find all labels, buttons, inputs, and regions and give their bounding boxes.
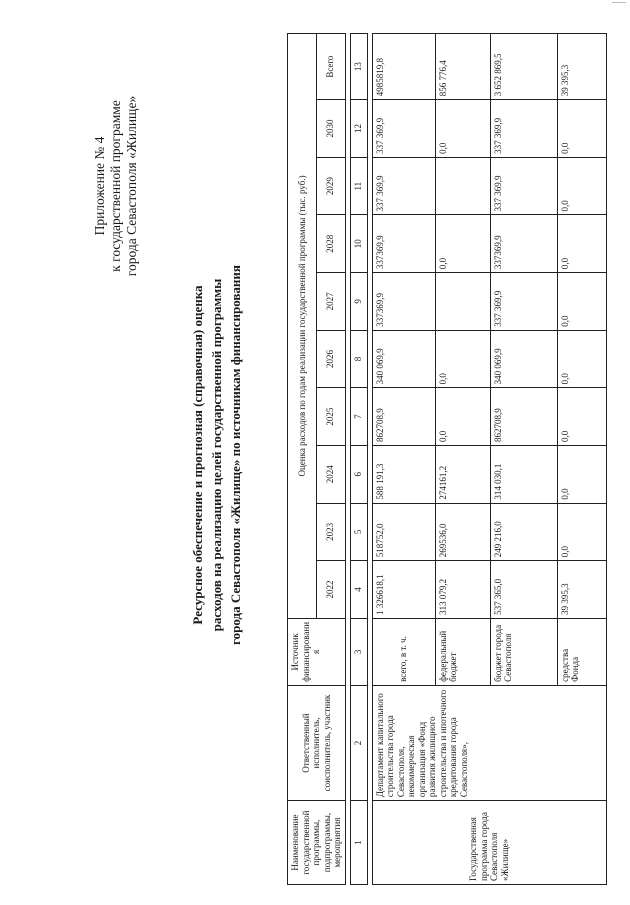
appendix-line-1: Приложение № 4	[92, 136, 107, 236]
column-number: 9	[350, 273, 367, 331]
column-number: 1	[350, 801, 367, 885]
value-cell: 337369,9	[372, 215, 435, 273]
appendix-line-3: города Севастополя «Жилище»	[124, 95, 139, 277]
value-cell: 337 369,9	[490, 273, 557, 331]
value-cell: 337 369,9	[490, 100, 557, 158]
value-cell: 518752,0	[372, 503, 435, 561]
column-number: 3	[350, 618, 367, 685]
appendix-caption	[92, 66, 140, 306]
header-source: Источник финансирования	[288, 618, 346, 685]
header-year: 2028	[316, 215, 345, 273]
total-cell: 856 776,4	[435, 34, 490, 100]
financing-table	[287, 33, 607, 885]
column-number: 8	[350, 330, 367, 388]
value-cell	[435, 157, 490, 215]
value-cell: 249 216,0	[490, 503, 557, 561]
scan-mark	[612, 2, 626, 6]
source-cell: всего, в т. ч.	[372, 618, 435, 685]
value-cell: 337369,9	[372, 273, 435, 331]
value-cell: 340 069,9	[490, 330, 557, 388]
value-cell: 0,0	[557, 503, 606, 561]
total-cell: 39 395,3	[557, 34, 606, 100]
value-cell: 0,0	[435, 388, 490, 446]
source-cell: федеральный бюджет	[435, 618, 490, 685]
column-number: 13	[350, 34, 367, 100]
column-number: 5	[350, 503, 367, 561]
header-year: 2027	[316, 273, 345, 331]
header-estimate: Оценка расходов по годам реализации государственной программы (тыс. руб.)	[288, 34, 317, 619]
table-row	[372, 34, 435, 885]
value-cell: 337 369,9	[372, 157, 435, 215]
total-cell: 3 652 869,5	[490, 34, 557, 100]
value-cell: 0,0	[435, 330, 490, 388]
value-cell: 337 369,9	[490, 157, 557, 215]
appendix-line-2: к государственной программе	[108, 100, 123, 272]
header-year: 2025	[316, 388, 345, 446]
column-number: 2	[350, 685, 367, 800]
value-cell: 0,0	[557, 388, 606, 446]
header-year: 2030	[316, 100, 345, 158]
title-line-3: города Севастополя «Жилище» по источникам финансирования	[228, 265, 243, 645]
value-cell: 0,0	[435, 215, 490, 273]
header-executor: Ответственный исполнитель, соисполнитель, участник	[288, 685, 346, 800]
value-cell: 862708,9	[490, 388, 557, 446]
value-cell: 39 395,3	[557, 561, 606, 619]
column-number: 12	[350, 100, 367, 158]
value-cell: 537 365,0	[490, 561, 557, 619]
value-cell	[435, 273, 490, 331]
financing-table-container	[287, 33, 607, 885]
value-cell: 337 369,9	[372, 100, 435, 158]
column-number: 4	[350, 561, 367, 619]
value-cell: 588 191,3	[372, 445, 435, 503]
source-cell: бюджет города Севастополя	[490, 618, 557, 685]
header-total: Всего	[316, 34, 345, 100]
header-year: 2026	[316, 330, 345, 388]
value-cell: 274161,2	[435, 445, 490, 503]
header-row	[288, 34, 317, 885]
value-cell: 0,0	[557, 100, 606, 158]
value-cell: 0,0	[435, 100, 490, 158]
value-cell: 0,0	[557, 330, 606, 388]
header-year: 2022	[316, 561, 345, 619]
value-cell: 313 079,2	[435, 561, 490, 619]
document-title	[188, 220, 245, 690]
source-cell: средства Фонда	[557, 618, 606, 685]
program-name-cell: Государственная программа города Севастополя «Жилище»	[372, 801, 606, 885]
header-year: 2024	[316, 445, 345, 503]
column-number-row	[350, 34, 367, 885]
column-number: 6	[350, 445, 367, 503]
value-cell: 314 030,1	[490, 445, 557, 503]
value-cell: 269536,0	[435, 503, 490, 561]
executor-cell: Департамент капитального строительства города Севастополя, некоммерческая организация «Фонд развития жилищного строительства и ипотечного кредитования города Севастополя»,	[372, 685, 606, 800]
total-cell: 4985819,8	[372, 34, 435, 100]
column-number: 11	[350, 157, 367, 215]
header-year: 2029	[316, 157, 345, 215]
value-cell: 0,0	[557, 273, 606, 331]
title-line-1: Ресурсное обеспечение и прогнозная (справочная) оценка	[190, 285, 205, 625]
value-cell: 0,0	[557, 157, 606, 215]
column-number: 7	[350, 388, 367, 446]
value-cell: 862708,9	[372, 388, 435, 446]
header-name: Наименование государственной программы, подпрограммы, мероприятия	[288, 801, 346, 885]
header-year: 2023	[316, 503, 345, 561]
column-number: 10	[350, 215, 367, 273]
value-cell: 0,0	[557, 215, 606, 273]
value-cell: 1 326618,1	[372, 561, 435, 619]
value-cell: 337369,9	[490, 215, 557, 273]
title-line-2: расходов на реализацию целей государственной программы	[209, 278, 224, 632]
value-cell: 340 069,9	[372, 330, 435, 388]
value-cell: 0,0	[557, 445, 606, 503]
